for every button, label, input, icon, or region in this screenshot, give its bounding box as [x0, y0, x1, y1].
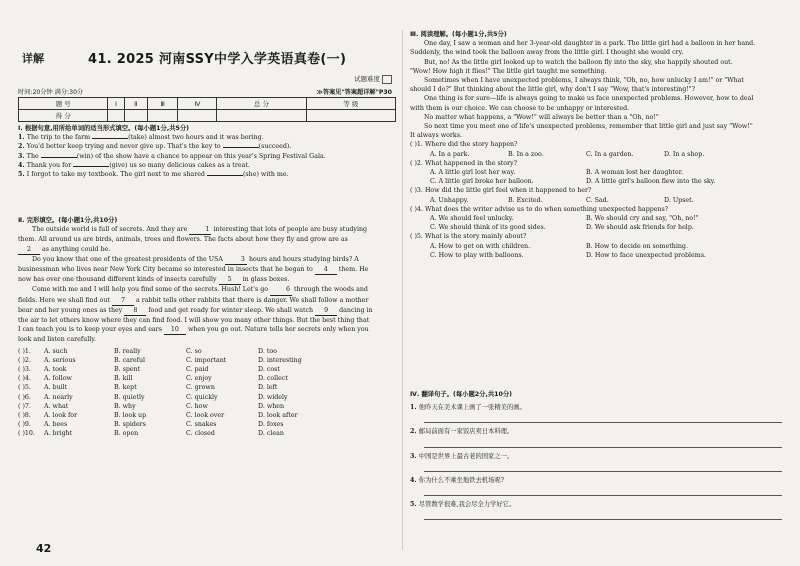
option-c[interactable]: C. paid	[186, 366, 209, 374]
answer-line[interactable]	[424, 412, 782, 423]
answer-paren[interactable]: ( )5.	[410, 233, 425, 241]
passage-line	[18, 255, 396, 265]
option-b[interactable]: B. kill	[114, 375, 133, 383]
option-b[interactable]: B. why	[114, 402, 136, 410]
section3-questions	[410, 140, 788, 260]
passage-line	[410, 122, 788, 131]
option-b[interactable]: B. Excited.	[508, 196, 543, 204]
option-c[interactable]: C. enjoy	[186, 375, 212, 383]
answer-paren[interactable]: ( )6.	[18, 393, 31, 401]
option-c[interactable]: C. We should think of its good sides.	[430, 224, 546, 232]
option-b[interactable]: B. How to decide on something.	[586, 242, 688, 250]
option-b[interactable]: B. A woman lost her daughter.	[586, 169, 684, 177]
cloze-blank: 7	[112, 296, 134, 306]
option-d[interactable]: D. In a shop.	[664, 150, 705, 158]
answer-line[interactable]	[424, 509, 782, 520]
answer-paren[interactable]: ( )4.	[18, 375, 31, 383]
option-row	[410, 196, 788, 205]
option-d[interactable]: D. Upset.	[664, 196, 694, 204]
cloze-blank: 8	[124, 306, 146, 316]
cloze-question	[18, 383, 396, 392]
passage-text: food and get ready for winter sleep. We shall watch	[146, 306, 316, 314]
cloze-blank: 2	[18, 245, 40, 255]
passage-line	[410, 58, 788, 67]
passage-text: fields. Here we shall find out	[18, 296, 113, 304]
option-a[interactable]: A. what	[44, 402, 69, 410]
score-cell[interactable]	[147, 110, 177, 122]
passage-text: One day, I saw a woman and her 3-year-old daughter in a park. The little girl had a balloon in her hand.	[424, 40, 756, 48]
passage-text: So next time you meet one of life's unexpected problems, remember that little girl and just say "Wow!"	[424, 123, 753, 131]
section1-heading: Ⅰ. 根据句意,用所给单词的适当形式填空。(每小题1分,共5分)	[18, 125, 190, 132]
reading-question	[410, 232, 788, 241]
item-text: (she) with me.	[242, 171, 289, 179]
item-text: You'd better keep trying and never give up. That's the key to	[26, 143, 223, 151]
reading-question	[410, 140, 788, 149]
answer-line[interactable]	[424, 437, 782, 448]
translation-item	[410, 427, 788, 436]
option-b[interactable]: B. open	[114, 430, 139, 438]
passage-text: But, no! As the little girl looked up to watch the balloon fly into the sky, she happily shouted out.	[424, 58, 733, 66]
item-number: 1.	[18, 134, 27, 142]
option-b[interactable]: B. kept	[114, 384, 137, 392]
cloze-question	[18, 429, 396, 438]
passage-line	[410, 131, 788, 140]
section3-heading: Ⅲ. 阅读理解。(每小题1分,共5分)	[410, 31, 507, 38]
option-a[interactable]: A. nearly	[44, 393, 73, 401]
difficulty-rating	[354, 74, 392, 84]
answer-paren[interactable]: ( )1.	[18, 347, 31, 355]
option-row	[410, 150, 788, 159]
score-table-header-row	[19, 98, 396, 110]
passage-text: Come with me and I will help you find some of the secrets. Hush! Let's go	[32, 286, 271, 294]
cloze-blank: 5	[219, 275, 241, 285]
time-score: 时间:20分钟 满分:30分	[18, 89, 84, 96]
question-text: What happened in the story?	[424, 159, 518, 167]
score-row-label: 得 分	[19, 110, 108, 122]
passage-text: with them is our choice. We can choose to be unhappy or interested.	[410, 104, 630, 112]
time-score-row	[18, 87, 396, 96]
option-b[interactable]: B. In a zoo.	[508, 150, 544, 158]
option-c[interactable]: C. closed	[186, 430, 215, 438]
answer-line[interactable]	[424, 461, 782, 472]
answer-paren[interactable]: ( )2.	[410, 159, 425, 167]
difficulty-icon	[382, 75, 392, 84]
title-row	[18, 48, 396, 66]
translation-item	[410, 476, 788, 485]
option-a[interactable]: A. Unhappy.	[430, 196, 469, 204]
answer-paren[interactable]: ( )3.	[410, 187, 425, 195]
option-c[interactable]: C. In a garden.	[586, 150, 634, 158]
option-c[interactable]: C. quickly	[186, 393, 218, 401]
option-d[interactable]: D. too	[258, 347, 277, 355]
passage-line	[18, 285, 396, 295]
option-d[interactable]: D. How to face unexpected problems.	[586, 251, 706, 259]
section2	[18, 216, 396, 439]
passage-text: I can teach you is to keep your eyes and ears	[18, 326, 164, 334]
option-a[interactable]: A. such	[44, 347, 68, 355]
passage-text: as anything could be.	[40, 245, 111, 253]
passage-line	[410, 48, 788, 57]
passage-line	[410, 67, 788, 76]
question-text: How did the little girl feel when it happened to her?	[424, 187, 592, 195]
option-a[interactable]: A. serious	[44, 356, 76, 364]
section4-heading: Ⅳ. 翻译句子。(每小题2分,共10分)	[410, 391, 513, 398]
section3-passage	[410, 39, 788, 140]
answer-line[interactable]	[424, 485, 782, 496]
option-d[interactable]: D. foxes	[258, 421, 284, 429]
translation-item	[410, 452, 788, 461]
question-text: Where did the story happen?	[424, 141, 518, 149]
score-cell[interactable]	[306, 110, 395, 122]
score-table-header-cell: Ⅱ	[124, 98, 147, 110]
answer-paren[interactable]: ( )8.	[18, 412, 31, 420]
option-d[interactable]: D. when	[258, 402, 285, 410]
passage-text: The outside world is full of secrets. And they are	[32, 226, 190, 234]
fill-blank-item	[18, 133, 396, 142]
item-number: 2.	[18, 143, 27, 151]
passage-line	[18, 275, 396, 285]
answer-paren[interactable]: ( )9.	[18, 421, 31, 429]
passage-text: interesting that lots of people are busy studying	[211, 226, 368, 234]
passage-text: businessman who lives near New York City became so interested in insects that he began to	[18, 266, 315, 274]
column-divider	[402, 30, 403, 550]
option-row	[410, 168, 788, 177]
passage-text: them. He	[336, 266, 369, 274]
reading-question	[410, 159, 788, 168]
cloze-blank: 3	[225, 255, 247, 265]
passage-text: dancing in	[337, 306, 373, 314]
passage-line	[410, 85, 788, 94]
passage-line	[18, 306, 396, 316]
passage-text: through the woods and	[292, 286, 368, 294]
passage-text: look and listen carefully.	[18, 336, 96, 344]
passage-line	[18, 325, 396, 335]
passage-text: "Wow! How high it flies!" The little girl taught me something.	[410, 67, 607, 75]
passage-text: them. All around us are birds, animals, trees and flowers. The facts about how they fly and grow are as	[18, 236, 348, 244]
fill-blank-item	[18, 142, 396, 151]
answer-blank[interactable]	[207, 175, 243, 176]
item-number: 3.	[18, 152, 27, 160]
cloze-blank: 4	[315, 265, 337, 275]
option-b[interactable]: B. We should cry and say, "Oh, no!"	[586, 215, 699, 223]
option-d[interactable]: D. A little girl's balloon flew into the sky.	[586, 178, 716, 186]
item-text: (succeed).	[258, 143, 292, 151]
item-number: 3.	[410, 452, 419, 460]
option-a[interactable]: A. bees	[44, 421, 68, 429]
answer-paren[interactable]: ( )1.	[410, 141, 425, 149]
option-c[interactable]: C. look over	[186, 412, 225, 420]
score-table	[18, 97, 396, 122]
option-a[interactable]: A. bright	[44, 430, 73, 438]
item-text: The trip to the farm	[26, 134, 93, 142]
translation-item	[410, 500, 788, 509]
option-c[interactable]: C. A little girl broke her balloon.	[430, 178, 534, 186]
score-cell[interactable]	[108, 110, 124, 122]
option-row	[410, 223, 788, 232]
score-table-header-cell: Ⅲ	[147, 98, 177, 110]
passage-line	[18, 316, 396, 325]
item-text: 尽管数学很难,我会尽全力学好它。	[418, 501, 516, 509]
reading-question	[410, 205, 788, 214]
cloze-blank: 6	[270, 285, 292, 295]
brand-label: 详解	[22, 52, 44, 65]
option-d[interactable]: D. interesting	[258, 356, 302, 364]
passage-text: hours and hours studying birds? A	[246, 255, 359, 263]
score-table-header-cell: 题 号	[19, 98, 108, 110]
option-b[interactable]: B. spent	[114, 366, 141, 374]
passage-line	[18, 235, 396, 244]
cloze-blank: 1	[189, 225, 211, 235]
answer-paren[interactable]: ( )10.	[18, 430, 35, 438]
answer-paren[interactable]: ( )5.	[18, 384, 31, 392]
option-a[interactable]: A. took	[44, 366, 67, 374]
passage-line	[410, 113, 788, 122]
answer-paren[interactable]: ( )4.	[410, 205, 425, 213]
item-text: 邮局前面有一家饭店卖日本料理。	[418, 428, 514, 436]
answer-blank[interactable]	[41, 157, 77, 158]
cloze-question	[18, 420, 396, 429]
section2-passage	[18, 225, 396, 344]
passage-text: It always works.	[410, 132, 462, 140]
option-b[interactable]: B. spiders	[114, 421, 146, 429]
cloze-question	[18, 393, 396, 402]
score-cell[interactable]	[124, 110, 147, 122]
answer-paren[interactable]: ( )2.	[18, 356, 31, 364]
option-b[interactable]: B. really	[114, 347, 141, 355]
option-a[interactable]: A. look for	[44, 412, 78, 420]
fill-blank-item	[18, 152, 396, 161]
passage-text: now has over one thousand different kinds of insects carefully	[18, 276, 219, 284]
score-table-header-cell: Ⅳ	[178, 98, 217, 110]
option-row	[410, 251, 788, 260]
option-c[interactable]: C. Sad.	[586, 196, 609, 204]
option-a[interactable]: A. follow	[44, 375, 72, 383]
cloze-question	[18, 365, 396, 374]
passage-text: a rabbit tells other rabbits that there is danger. We shall follow a mother	[134, 296, 369, 304]
passage-line	[410, 104, 788, 113]
item-text: 他昨天在美术课上画了一张精美的画。	[418, 404, 526, 412]
item-text: 你为什么不乘坐地铁去机场呢?	[418, 476, 505, 484]
item-number: 1.	[410, 404, 419, 412]
reading-question	[410, 186, 788, 195]
option-a[interactable]: A. A little girl lost her way.	[430, 169, 516, 177]
option-d[interactable]: D. We should ask friends for help.	[586, 224, 694, 232]
question-text: What is the story mainly about?	[424, 233, 527, 241]
passage-text: bear and her young ones as they	[18, 306, 125, 314]
passage-text: the air to let others know where they can find food. I will show you many other things. But the best thing that	[18, 317, 370, 325]
cloze-question	[18, 356, 396, 365]
right-column	[410, 0, 788, 566]
fill-blank-item	[18, 161, 396, 170]
score-table-header-cell: Ⅰ	[108, 98, 124, 110]
cloze-question	[18, 411, 396, 420]
option-c[interactable]: C. important	[186, 356, 227, 364]
passage-line	[410, 76, 788, 85]
section1	[18, 124, 396, 179]
passage-line	[18, 245, 396, 255]
fill-blank-item	[18, 170, 396, 179]
option-d[interactable]: D. look after	[258, 412, 298, 420]
option-c[interactable]: C. snakes	[186, 421, 217, 429]
score-cell[interactable]	[178, 110, 217, 122]
section3	[410, 30, 788, 260]
score-table-header-cell: 等 级	[306, 98, 395, 110]
option-row	[410, 214, 788, 223]
option-a[interactable]: A. built	[44, 384, 68, 392]
passage-text: No matter what happens, a "Wow!" will always be better than a "Oh, no!"	[424, 113, 659, 121]
option-c[interactable]: C. How to play with balloons.	[430, 251, 524, 259]
answer-blank[interactable]	[73, 166, 109, 167]
passage-text: in glass boxes.	[240, 276, 290, 284]
option-b[interactable]: B. quietly	[114, 393, 145, 401]
section1-items	[18, 133, 396, 179]
option-b[interactable]: B. look up	[114, 412, 147, 420]
cloze-question	[18, 402, 396, 411]
paper-title: 41. 2025 河南SSY中学入学英语真卷(一)	[88, 52, 347, 67]
item-text: The	[26, 152, 41, 160]
passage-line	[18, 335, 396, 344]
item-text: (take) almost two hours and it was boring.	[128, 134, 264, 142]
item-number: 5.	[18, 171, 27, 179]
passage-line	[410, 39, 788, 48]
option-c[interactable]: C. so	[186, 347, 202, 355]
score-table-header-cell: 总 分	[217, 98, 306, 110]
passage-text: when you go out. Nature tells her secrets only when you	[185, 326, 369, 334]
passage-text: Sometimes when I have unexpected problems, I always think, "Oh, no, how unlucky I am!" or "What	[424, 77, 744, 85]
item-number: 2.	[410, 428, 419, 436]
passage-line	[18, 225, 396, 235]
option-b[interactable]: B. careful	[114, 356, 146, 364]
section2-heading: Ⅱ. 完形填空。(每小题1分,共10分)	[18, 217, 118, 224]
item-text: (give) us so many delicious cakes as a treat.	[109, 161, 250, 169]
answer-paren[interactable]: ( )7.	[18, 402, 31, 410]
question-text: What does the writer advise us to do when something unexpected happens?	[424, 205, 669, 213]
passage-line	[18, 296, 396, 306]
left-column	[18, 0, 396, 566]
cloze-blank: 10	[164, 325, 186, 335]
option-d[interactable]: D. cost	[258, 366, 280, 374]
item-text: Thank you for	[26, 161, 74, 169]
option-row	[410, 242, 788, 251]
answer-blank[interactable]	[92, 138, 128, 139]
section4-items	[410, 403, 788, 520]
page-number: 42	[36, 542, 52, 555]
item-number: 5.	[410, 501, 419, 509]
option-c[interactable]: C. how	[186, 402, 208, 410]
answer-blank[interactable]	[223, 147, 259, 148]
difficulty-label: 试题难度	[354, 75, 380, 83]
passage-line	[18, 265, 396, 275]
passage-text: Do you know that one of the greatest presidents of the USA	[32, 255, 225, 263]
option-c[interactable]: C. grown	[186, 384, 215, 392]
option-a[interactable]: A. How to get on with children.	[430, 242, 531, 250]
passage-text: should I do?" But thinking about the little girl, why don't I say "Wow, that's interesting!"?	[410, 86, 696, 94]
section2-questions	[18, 347, 396, 439]
item-text: (win) of the show have a chance to appear on this year's Spring Festival Gala.	[76, 152, 326, 160]
answer-reference: ≫答案见"答案超详解"P30	[316, 89, 392, 96]
item-text: I forgot to take my textbook. The girl next to me shared	[26, 171, 207, 179]
passage-text: Suddenly, the wind took the balloon away from the little girl. I thought she would cry.	[410, 49, 684, 57]
option-d[interactable]: D. widely	[258, 393, 288, 401]
cloze-question	[18, 374, 396, 383]
score-cell[interactable]	[217, 110, 306, 122]
item-number: 4.	[18, 161, 27, 169]
item-number: 4.	[410, 476, 419, 484]
answer-paren[interactable]: ( )3.	[18, 366, 31, 374]
option-a[interactable]: A. In a park.	[430, 150, 470, 158]
cloze-question	[18, 347, 396, 356]
translation-item	[410, 403, 788, 412]
option-row	[410, 177, 788, 186]
option-d[interactable]: D. clean	[258, 430, 284, 438]
item-text: 中国是世界上最古老的国家之一。	[418, 452, 514, 460]
score-table-score-row	[19, 110, 396, 122]
option-a[interactable]: A. We should feel unlucky.	[430, 215, 514, 223]
section4	[410, 390, 788, 524]
option-d[interactable]: D. left	[258, 384, 278, 392]
option-d[interactable]: D. collect	[258, 375, 288, 383]
passage-line	[410, 94, 788, 103]
passage-text: One thing is for sure—life is always going to make us face unexpected problems. However, how to deal	[424, 95, 754, 103]
cloze-blank: 9	[315, 306, 337, 316]
